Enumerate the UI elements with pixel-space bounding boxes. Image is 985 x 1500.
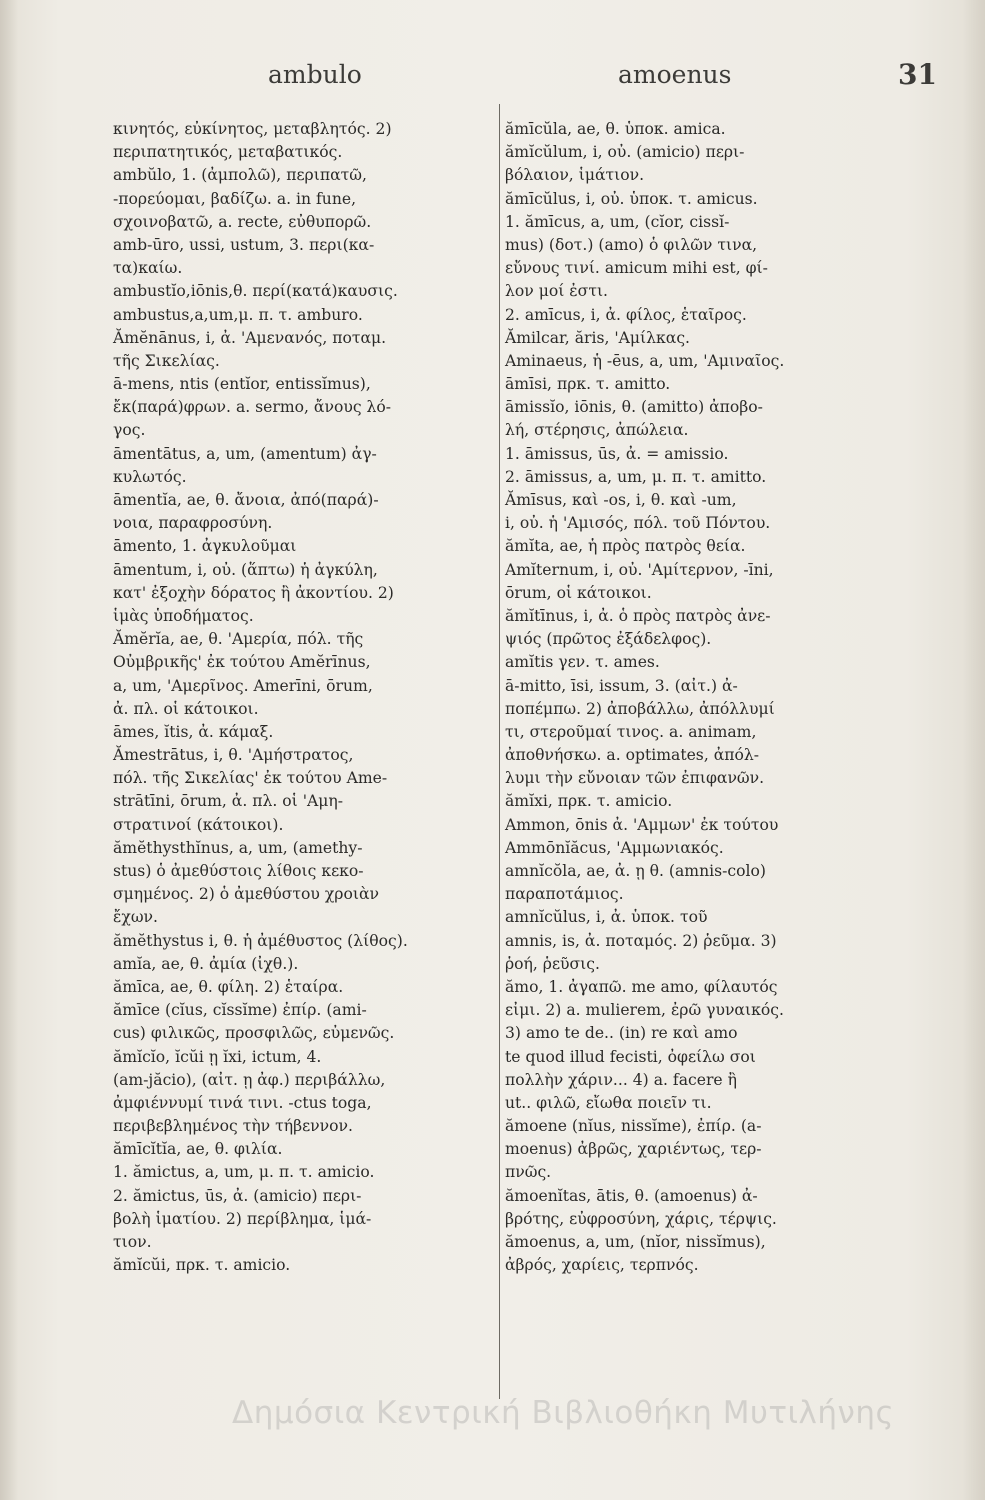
dictionary-line: γος.: [113, 421, 146, 440]
dictionary-line: 2. āmissus, a, um, μ. π. τ. amitto.: [505, 467, 767, 486]
dictionary-line: ῥοή, ῥεῦσις.: [505, 954, 600, 973]
dictionary-line: ămīca, ae, θ. φίλη. 2) ἑταίρα.: [113, 977, 344, 996]
dictionary-line: amnis, is, ἀ. ποταμός. 2) ῥεῦμα. 3): [505, 931, 777, 950]
dictionary-line: 1. ămīcus, a, um, (cĭor, cissĭ-: [505, 212, 730, 231]
dictionary-line: ā-mitto, īsi, issum, 3. (αἰτ.) ἀ-: [505, 676, 738, 695]
dictionary-line: āmīsi, πρκ. τ. amitto.: [505, 375, 671, 394]
dictionary-line: (am-jăcio), (αἰτ. ῃ ἀφ.) περιβάλλω,: [113, 1070, 386, 1089]
dictionary-line: λυμι τὴν εὔνοιαν τῶν ἐπιφανῶν.: [505, 769, 765, 788]
header-left-word: ambulo: [268, 60, 362, 89]
dictionary-line: i, οὐ. ἡ 'Αμισός, πόλ. τοῦ Πόντου.: [505, 514, 771, 533]
dictionary-line: amnĭcŏla, ae, ἀ. ῃ θ. (amnis-colo): [505, 862, 766, 880]
dictionary-line: ἀβρός, χαρίεις, τερπνός.: [505, 1256, 699, 1275]
dictionary-line: λον μοί ἐστι.: [505, 282, 609, 301]
page-edge-right: [963, 0, 985, 1500]
dictionary-line: βόλαιον, ἱμάτιον.: [505, 166, 645, 185]
dictionary-line: ἱμὰς ὑποδήματος.: [113, 606, 254, 625]
dictionary-line: āmissĭo, iōnis, θ. (amitto) ἀποβο-: [505, 398, 763, 417]
dictionary-line: εὔνους τινί. amicum mihi est, φί-: [505, 259, 768, 278]
dictionary-line: ἔκ(παρά)φρων. a. sermo, ἄνους λό-: [113, 398, 392, 417]
dictionary-line: ămĭcĭo, ĭcŭi ῃ ĭxi, ictum, 4.: [113, 1047, 322, 1066]
dictionary-line: āmentātus, a, um, (amentum) ἀγ-: [113, 444, 377, 463]
dictionary-line: strātīni, ōrum, ἀ. πλ. οἱ 'Αμη-: [113, 792, 344, 811]
dictionary-line: 2. amīcus, i, ἀ. φίλος, ἑταῖρος.: [505, 305, 747, 324]
dictionary-line: τι, στεροῦμαί τινος. a. animam,: [505, 722, 757, 741]
right-column: [505, 118, 905, 1277]
dictionary-line: ămoenĭtas, ātis, θ. (amoenus) ἀ-: [505, 1186, 758, 1205]
header-right-word: amoenus: [618, 60, 732, 89]
dictionary-line: Ammon, ōnis ἀ. 'Αμμων' ἐκ τούτου: [505, 815, 779, 834]
dictionary-line: amĭa, ae, θ. ἀμία (ἰχθ.).: [113, 954, 299, 973]
dictionary-line: περιβεβλημένος τὴν τήβεννον.: [113, 1117, 353, 1136]
dictionary-line: stus) ὁ ἀμεθύστοις λίθοις κεκο-: [113, 862, 364, 880]
dictionary-line: Ammōnĭăcus, 'Αμμωνιακός.: [505, 838, 724, 857]
dictionary-line: Ămilcar, ăris, 'Αμίλκας.: [505, 328, 691, 347]
dictionary-line: ămĕthysthĭnus, a, um, (amethy-: [113, 838, 363, 857]
dictionary-line: ἀμφιέννυμί τινά τινι. -ctus toga,: [113, 1093, 372, 1112]
dictionary-line: ἔχων.: [113, 908, 158, 927]
dictionary-line: ἀποθνήσκω. a. optimates, ἀπόλ-: [505, 746, 760, 765]
dictionary-line: ămīcŭlus, i, οὐ. ὑποκ. τ. amicus.: [505, 189, 758, 208]
dictionary-line: āmes, ĭtis, ἀ. κάμαξ.: [113, 722, 274, 741]
dictionary-line: κινητός, εὐκίνητος, μεταβλητός. 2): [113, 120, 392, 138]
dictionary-line: cus) φιλικῶς, προσφιλῶς, εὐμενῶς.: [113, 1024, 395, 1043]
dictionary-line: moenus) ἀβρῶς, χαριέντως, τερ-: [505, 1140, 762, 1159]
dictionary-line: στρατινοί (κάτοικοι).: [113, 815, 284, 834]
dictionary-line: ămo, 1. ἀγαπῶ. me amo, φίλαυτός: [505, 977, 778, 996]
dictionary-line: βολὴ ἱματίου. 2) περίβλημα, ἱμά-: [113, 1209, 372, 1228]
dictionary-line: mus) (δοτ.) (amo) ὁ φιλῶν τινα,: [505, 235, 758, 254]
dictionary-line: βρότης, εὐφροσύνη, χάρις, τέρψις.: [505, 1209, 777, 1228]
dictionary-line: ut.. φιλῶ, εἴωθα ποιεῖν τι.: [505, 1093, 712, 1112]
dictionary-line: āmentum, i, οὐ. (ἅπτω) ἡ ἀγκύλη,: [113, 560, 378, 579]
dictionary-line: ambustĭo,iōnis,θ. περί(κατά)καυσις.: [113, 282, 398, 301]
dictionary-line: ămoenus, a, um, (nĭor, nissĭmus),: [505, 1233, 766, 1251]
dictionary-line: āmento, 1. ἀγκυλοῦμαι: [113, 537, 297, 556]
dictionary-line: Οὐμβρικῆς' ἐκ τούτου Amĕrīnus,: [113, 653, 371, 672]
dictionary-line: a, um, 'Αμερῖνος. Amerīni, ōrum,: [113, 676, 373, 695]
dictionary-line: 1. āmissus, ūs, ἀ. = amissio.: [505, 444, 729, 463]
dictionary-line: 1. ămictus, a, um, μ. π. τ. amicio.: [113, 1163, 375, 1182]
library-watermark: Δημόσια Κεντρική Βιβλιοθήκη Μυτιλήνης: [232, 1395, 895, 1431]
dictionary-line: amnĭcŭlus, i, ἀ. ὑποκ. τοῦ: [505, 908, 708, 927]
dictionary-line: amb-ūro, ussi, ustum, 3. περι(κα-: [113, 235, 375, 254]
dictionary-line: ămĕthystus i, θ. ἡ ἀμέθυστος (λίθος).: [113, 931, 408, 950]
dictionary-line: ambustus,a,um,μ. π. τ. amburo.: [113, 305, 363, 324]
dictionary-line: 3) amo te de.. (in) re καὶ amo: [505, 1024, 738, 1043]
dictionary-line: Amĭternum, i, οὐ. 'Αμίτερνον, -īni,: [505, 560, 774, 579]
running-header: [0, 60, 985, 100]
dictionary-line: εἰμι. 2) a. mulierem, ἐρῶ γυναικός.: [505, 1001, 784, 1020]
dictionary-line: τιον.: [113, 1233, 152, 1251]
dictionary-line: ămĭcŭi, πρκ. τ. amicio.: [113, 1256, 291, 1275]
dictionary-line: πόλ. τῆς Σικελίας' ἐκ τούτου Ame-: [113, 769, 388, 788]
page-edge-left: [0, 0, 18, 1500]
dictionary-line: Aminaeus, ἡ -ēus, a, um, 'Αμιναῖος.: [505, 351, 785, 370]
dictionary-line: ămīcŭla, ae, θ. ὑποκ. amica.: [505, 120, 726, 138]
dictionary-line: κατ' ἐξοχὴν δόρατος ἢ ἀκοντίου. 2): [113, 583, 394, 602]
dictionary-line: τα)καίω.: [113, 259, 183, 278]
dictionary-line: σμημένος. 2) ὁ ἀμεθύστου χροιὰν: [113, 885, 379, 904]
dictionary-line: πνῶς.: [505, 1163, 552, 1182]
dictionary-line: λή, στέρησις, ἀπώλεια.: [505, 421, 689, 440]
dictionary-line: āmentĭa, ae, θ. ἄνοια, ἀπό(παρά)-: [113, 491, 379, 509]
dictionary-line: Ămĕnānus, i, ἀ. 'Αμενανός, ποταμ.: [113, 328, 387, 347]
dictionary-line: παραποτάμιος.: [505, 885, 624, 904]
dictionary-line: ămĭcŭlum, i, οὐ. (amicio) περι-: [505, 143, 745, 162]
dictionary-line: ămoene (nĭus, nissĭme), ἐπίρ. (a-: [505, 1117, 762, 1136]
dictionary-line: Ămĕrĭa, ae, θ. 'Αμερία, πόλ. τῆς: [113, 630, 364, 649]
dictionary-line: ōrum, οἱ κάτοικοι.: [505, 583, 652, 602]
dictionary-line: σχοινοβατῶ, a. recte, εὐθυπορῶ.: [113, 212, 372, 231]
dictionary-line: te quod illud fecisti, ὀφείλω σοι: [505, 1047, 756, 1066]
dictionary-line: κυλωτός.: [113, 467, 187, 486]
dictionary-line: ψιός (πρῶτος ἐξάδελφος).: [505, 630, 712, 649]
page-number: 31: [898, 58, 937, 91]
dictionary-line: πολλὴν χάριν... 4) a. facere ἢ: [505, 1070, 737, 1089]
dictionary-line: τῆς Σικελίας.: [113, 351, 220, 370]
dictionary-line: Ămestrātus, i, θ. 'Αμήστρατος,: [113, 746, 354, 765]
dictionary-line: ămĭtīnus, i, ἀ. ὁ πρὸς πατρὸς ἀνε-: [505, 606, 771, 625]
dictionary-line: ambŭlo, 1. (ἀμπολῶ), περιπατῶ,: [113, 166, 367, 185]
dictionary-line: -πορεύομαι, βαδίζω. a. in fune,: [113, 189, 357, 208]
dictionary-line: ămīce (cĭus, cĭssĭme) ἐπίρ. (ami-: [113, 1001, 367, 1020]
dictionary-line: ā-mens, ntis (entĭor, entissĭmus),: [113, 375, 371, 394]
dictionary-line: 2. ămictus, ūs, ἀ. (amicio) περι-: [113, 1186, 362, 1205]
dictionary-line: ămīcĭtĭa, ae, θ. φιλία.: [113, 1140, 283, 1159]
dictionary-line: Ămīsus, καὶ -os, i, θ. καὶ -um,: [505, 491, 737, 509]
dictionary-line: νοια, παραφροσύνη.: [113, 514, 273, 533]
left-column: [113, 118, 493, 1277]
dictionary-line: ποπέμπω. 2) ἀποβάλλω, ἀπόλλυμί: [505, 699, 775, 718]
dictionary-line: amĭtis γεν. τ. ames.: [505, 653, 660, 672]
dictionary-line: ămĭta, ae, ἡ πρὸς πατρὸς θεία.: [505, 537, 746, 556]
dictionary-line: ἀ. πλ. οἱ κάτοικοι.: [113, 699, 259, 718]
column-divider: [499, 104, 500, 1399]
dictionary-line: περιπατητικός, μεταβατικός.: [113, 143, 343, 162]
dictionary-line: ămĭxi, πρκ. τ. amicio.: [505, 792, 673, 811]
